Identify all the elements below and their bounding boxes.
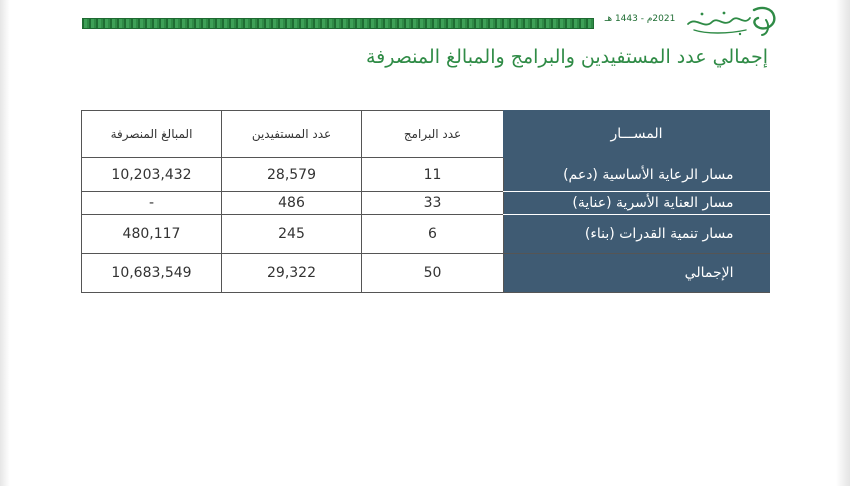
total-amounts: 10,683,549: [82, 254, 222, 293]
page-edge-shadow-right: [836, 0, 850, 486]
total-beneficiaries: 29,322: [222, 254, 362, 293]
row-amounts: 10,203,432: [82, 158, 222, 192]
row-amounts: 480,117: [82, 215, 222, 254]
row-path: مسار تنمية القدرات (بناء): [504, 215, 770, 254]
table-row: [82, 158, 770, 192]
header-path: المســـار: [504, 111, 770, 158]
row-path: مسار العناية الأسرية (عناية): [504, 192, 770, 215]
header-amounts: المبالغ المنصرفة: [82, 111, 222, 158]
table-total-row: [82, 254, 770, 293]
saudi-identity-logo: [684, 4, 780, 38]
page-edge-shadow-left: [0, 0, 10, 486]
table-header-row: [82, 111, 770, 158]
header-decorative-band: [82, 18, 594, 29]
row-path: مسار الرعاية الأساسية (دعم): [504, 158, 770, 192]
row-programs: 11: [362, 158, 504, 192]
total-programs: 50: [362, 254, 504, 293]
header-date: 2021م - 1443 هـ: [604, 14, 676, 24]
row-programs: 33: [362, 192, 504, 215]
table-row: [82, 192, 770, 215]
row-programs: 6: [362, 215, 504, 254]
row-beneficiaries: 486: [222, 192, 362, 215]
header-beneficiaries: عدد المستفيدين: [222, 111, 362, 158]
row-beneficiaries: 28,579: [222, 158, 362, 192]
header-programs: عدد البرامج: [362, 111, 504, 158]
row-beneficiaries: 245: [222, 215, 362, 254]
table-row: [82, 215, 770, 254]
summary-table: [81, 110, 770, 293]
total-label: الإجمالي: [504, 254, 770, 293]
row-amounts: -: [82, 192, 222, 215]
document-title: إجمالي عدد المستفيدين والبرامج والمبالغ المنصرفة: [365, 46, 768, 68]
